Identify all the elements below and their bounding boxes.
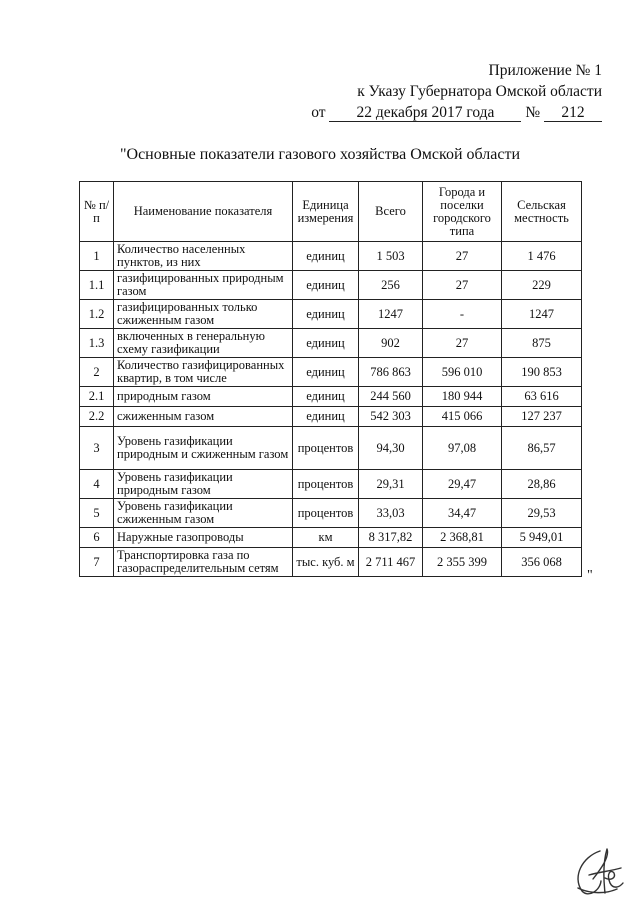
cell-name: Уровень газификации природным газом: [114, 470, 293, 499]
appendix-date-line: [311, 102, 602, 123]
table-row: [80, 271, 582, 300]
cell-rural: 5 949,01: [502, 528, 582, 548]
from-label: от: [311, 104, 326, 121]
cell-rural: 63 616: [502, 387, 582, 407]
table-row: [80, 300, 582, 329]
cell-unit: процентов: [293, 470, 359, 499]
cell-unit: единиц: [293, 387, 359, 407]
cell-rural: 1247: [502, 300, 582, 329]
cell-rural: 356 068: [502, 548, 582, 577]
cell-urban: -: [423, 300, 502, 329]
cell-urban: 29,47: [423, 470, 502, 499]
cell-num: 4: [80, 470, 114, 499]
indicators-table: [79, 181, 582, 577]
table-row: [80, 470, 582, 499]
header-unit: Единица измерения: [293, 182, 359, 242]
cell-total: 542 303: [359, 407, 423, 427]
cell-urban: 2 368,81: [423, 528, 502, 548]
cell-unit: единиц: [293, 300, 359, 329]
cell-rural: 28,86: [502, 470, 582, 499]
appendix-block: [311, 60, 602, 123]
cell-total: 94,30: [359, 427, 423, 470]
cell-unit: единиц: [293, 329, 359, 358]
cell-name: Количество газифицированных квартир, в том числе: [114, 358, 293, 387]
cell-total: 902: [359, 329, 423, 358]
cell-urban: 27: [423, 271, 502, 300]
decree-date: 22 декабря 2017 года: [329, 104, 521, 122]
cell-name: Наружные газопроводы: [114, 528, 293, 548]
cell-urban: 180 944: [423, 387, 502, 407]
cell-urban: 97,08: [423, 427, 502, 470]
appendix-decree-ref: к Указу Губернатора Омской области: [357, 83, 602, 100]
cell-unit: единиц: [293, 271, 359, 300]
cell-num: 1: [80, 242, 114, 271]
table-row: [80, 242, 582, 271]
table-row: [80, 329, 582, 358]
cell-total: 2 711 467: [359, 548, 423, 577]
cell-rural: 86,57: [502, 427, 582, 470]
closing-quote: ": [587, 568, 593, 583]
cell-rural: 875: [502, 329, 582, 358]
table-row: [80, 499, 582, 528]
cell-total: 244 560: [359, 387, 423, 407]
cell-name: Уровень газификации сжиженным газом: [114, 499, 293, 528]
handwritten-signature: [570, 845, 626, 905]
cell-num: 3: [80, 427, 114, 470]
cell-name: Транспортировка газа по газораспределительным сетям: [114, 548, 293, 577]
cell-rural: 127 237: [502, 407, 582, 427]
cell-total: 29,31: [359, 470, 423, 499]
cell-total: 1247: [359, 300, 423, 329]
header-num: № п/п: [80, 182, 114, 242]
cell-total: 8 317,82: [359, 528, 423, 548]
table-row: [80, 548, 582, 577]
cell-urban: 415 066: [423, 407, 502, 427]
table-row: [80, 528, 582, 548]
cell-num: 1.3: [80, 329, 114, 358]
table-row: [80, 358, 582, 387]
cell-name: включенных в генеральную схему газификации: [114, 329, 293, 358]
cell-unit: тыс. куб. м: [293, 548, 359, 577]
cell-name: Количество населенных пунктов, из них: [114, 242, 293, 271]
cell-urban: 2 355 399: [423, 548, 502, 577]
cell-num: 1.1: [80, 271, 114, 300]
cell-rural: 1 476: [502, 242, 582, 271]
header-urban: Города и поселки городского типа: [423, 182, 502, 242]
appendix-title: Приложение № 1: [488, 62, 602, 79]
cell-rural: 190 853: [502, 358, 582, 387]
cell-urban: 27: [423, 242, 502, 271]
table-row: [80, 427, 582, 470]
cell-total: 33,03: [359, 499, 423, 528]
cell-urban: 27: [423, 329, 502, 358]
cell-unit: процентов: [293, 499, 359, 528]
cell-unit: процентов: [293, 427, 359, 470]
decree-number: 212: [544, 104, 602, 122]
cell-name: Уровень газификации природным и сжиженным газом: [114, 427, 293, 470]
cell-name: газифицированных природным газом: [114, 271, 293, 300]
table-row: [80, 387, 582, 407]
cell-rural: 29,53: [502, 499, 582, 528]
cell-num: 2.2: [80, 407, 114, 427]
table-row: [80, 407, 582, 427]
cell-urban: 34,47: [423, 499, 502, 528]
header-name: Наименование показателя: [114, 182, 293, 242]
cell-total: 1 503: [359, 242, 423, 271]
cell-num: 7: [80, 548, 114, 577]
document-title: "Основные показатели газового хозяйства Омской области: [119, 146, 521, 163]
cell-urban: 596 010: [423, 358, 502, 387]
cell-total: 786 863: [359, 358, 423, 387]
table-header-row: [80, 182, 582, 242]
cell-rural: 229: [502, 271, 582, 300]
cell-unit: единиц: [293, 242, 359, 271]
cell-num: 1.2: [80, 300, 114, 329]
header-rural: Сельская местность: [502, 182, 582, 242]
cell-num: 2.1: [80, 387, 114, 407]
cell-unit: единиц: [293, 407, 359, 427]
number-label: №: [525, 104, 541, 121]
cell-name: газифицированных только сжиженным газом: [114, 300, 293, 329]
cell-name: природным газом: [114, 387, 293, 407]
cell-name: сжиженным газом: [114, 407, 293, 427]
cell-num: 2: [80, 358, 114, 387]
cell-num: 5: [80, 499, 114, 528]
header-total: Всего: [359, 182, 423, 242]
cell-num: 6: [80, 528, 114, 548]
cell-unit: единиц: [293, 358, 359, 387]
cell-unit: км: [293, 528, 359, 548]
cell-total: 256: [359, 271, 423, 300]
